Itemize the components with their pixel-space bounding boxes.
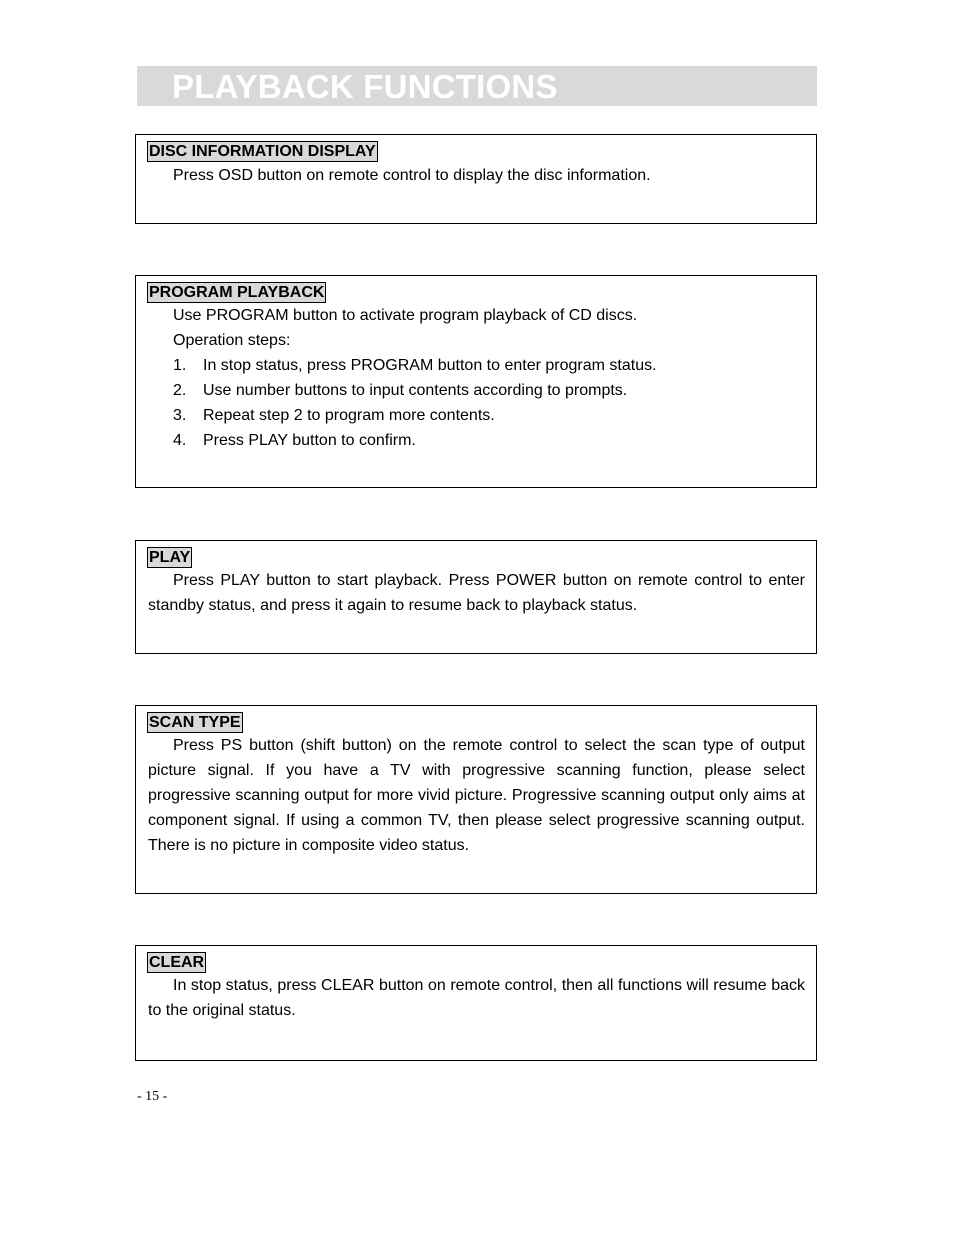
section-label-clear: CLEAR: [149, 954, 205, 971]
page-title-bar: [137, 66, 817, 106]
section-clear: [135, 945, 817, 1061]
section-body-scan-type: [148, 733, 805, 858]
program-step-number: 2.: [173, 382, 187, 399]
section-play: [135, 540, 817, 654]
program-intro-text: Use PROGRAM button to activate program playback of CD discs.: [173, 307, 638, 324]
section-label-scan-type: SCAN TYPE: [149, 714, 241, 731]
clear-text: In stop status, press CLEAR button on remote control, then all functions will resume back to the original status.: [148, 977, 805, 1019]
program-step-text: Use number buttons to input contents according to prompts.: [203, 382, 628, 399]
program-steps-heading: Operation steps:: [173, 332, 291, 349]
scan-type-text: Press PS button (shift button) on the remote control to select the scan type of output picture signal. If you have a TV with progressive scanning function, please select progressive scanning output for more vivid picture. Progressive scanning output only aims at component signal. If using a common TV, then please select progressive scanning output. There is no picture in composite video status.: [148, 737, 805, 854]
page-number: - 15 -: [137, 1089, 168, 1104]
disc-info-text: Press OSD button on remote control to display the disc information.: [173, 167, 651, 184]
section-body-clear: [148, 973, 805, 1023]
section-body-program-playback: [148, 303, 805, 453]
play-text: Press PLAY button to start playback. Press POWER button on remote control to enter standby status, and press it again to resume back to playback status.: [148, 572, 805, 614]
program-step: [148, 353, 805, 378]
section-label-program-playback: PROGRAM PLAYBACK: [149, 284, 325, 301]
program-step-text: Repeat step 2 to program more contents.: [203, 407, 495, 424]
program-step-number: 4.: [173, 432, 187, 449]
section-body-play: [148, 568, 805, 618]
section-scan-type: [135, 705, 817, 894]
program-step-text: In stop status, press PROGRAM button to enter program status.: [203, 357, 657, 374]
section-body-disc-information: [148, 163, 805, 188]
section-program-playback: [135, 275, 817, 488]
program-step-number: 1.: [173, 357, 187, 374]
page-title: PLAYBACK FUNCTIONS: [172, 68, 558, 105]
program-step: [148, 378, 805, 403]
section-label-disc-information: DISC INFORMATION DISPLAY: [149, 143, 376, 160]
program-step-text: Press PLAY button to confirm.: [203, 432, 416, 449]
section-label-play: PLAY: [149, 549, 191, 566]
program-step-number: 3.: [173, 407, 187, 424]
section-disc-information-display: [135, 134, 817, 224]
program-step: [148, 403, 805, 428]
program-step: [148, 428, 805, 453]
